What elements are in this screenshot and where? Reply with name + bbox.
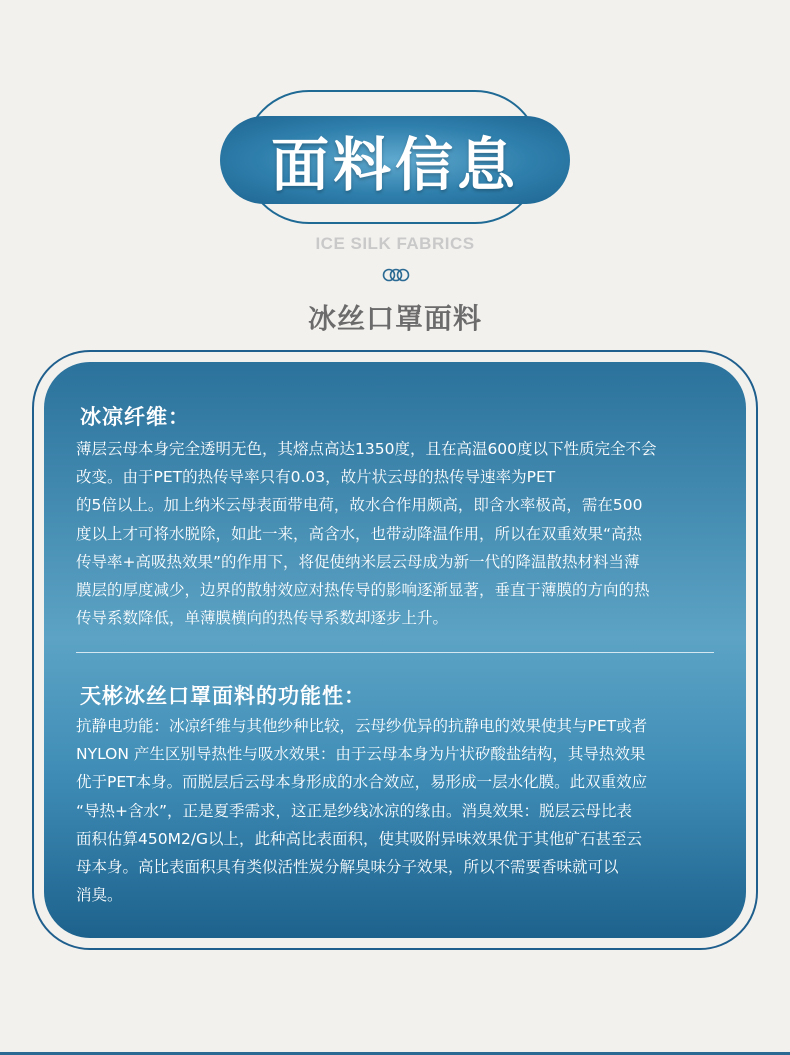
section2-body bbox=[76, 712, 726, 909]
section1-body bbox=[76, 435, 726, 632]
section1-line: 改变。由于PET的热传导率只有0.03，故片状云母的热传导速率为PET bbox=[76, 468, 556, 487]
english-subtitle: ICE SILK FABRICS bbox=[315, 234, 475, 253]
section1-title: 冰凉纤维： bbox=[80, 405, 190, 429]
section1-line: 传导率+高吸热效果”的作用下，将促使纳米层云母成为新一代的降温散热材料当薄 bbox=[76, 552, 640, 571]
section1-line: 薄层云母本身完全透明无色，其熔点高达1350度，且在高温600度以下性质完全不会 bbox=[76, 440, 657, 458]
section1-line: 传导系数降低，单薄膜横向的热传导系数却逐步上升。 bbox=[76, 609, 449, 628]
section2-line: 抗静电功能：冰凉纤维与其他纱种比较，云母纱优异的抗静电的效果使其与PET或者 bbox=[76, 717, 648, 735]
section-heading: 冰丝口罩面料 bbox=[307, 302, 482, 335]
section2-line: NYLON 产生区别导热性与吸水效果：由于云母本身为片状矽酸盐结构，其导热效果 bbox=[76, 745, 646, 764]
section2-line: 消臭。 bbox=[76, 886, 123, 905]
section2-line: “导热+含水”，正是夏季需求，这正是纱线冰凉的缘由。消臭效果：脱层云母比表 bbox=[76, 801, 633, 820]
section2-line: 母本身。高比表面积具有类似活性炭分解臭味分子效果，所以不需要香味就可以 bbox=[76, 858, 619, 877]
section-divider bbox=[76, 652, 714, 653]
section1-line: 的5倍以上。加上纳米云母表面带电荷，故水合作用颇高，即含水率极高，需在500 bbox=[76, 496, 643, 515]
page-title: 面料信息 bbox=[270, 131, 519, 199]
section2-line: 面积估算450M2/G以上，此种高比表面积，使其吸附异味效果优于其他矿石甚至云 bbox=[76, 829, 643, 848]
section1-line: 度以上才可将水脱除，如此一来，高含水，也带动降温作用，所以在双重效果“高热 bbox=[76, 524, 643, 543]
three-rings-icon bbox=[381, 268, 411, 282]
section2-line: 优于PET本身。而脱层后云母本身形成的水合效应，易形成一层水化膜。此双重效应 bbox=[76, 773, 648, 792]
title-banner bbox=[220, 116, 570, 204]
section2-title: 天彬冰丝口罩面料的功能性： bbox=[80, 684, 366, 708]
section1-line: 膜层的厚度减少，边界的散射效应对热传导的影响逐渐显著，垂直于薄膜的方向的热 bbox=[76, 581, 650, 600]
